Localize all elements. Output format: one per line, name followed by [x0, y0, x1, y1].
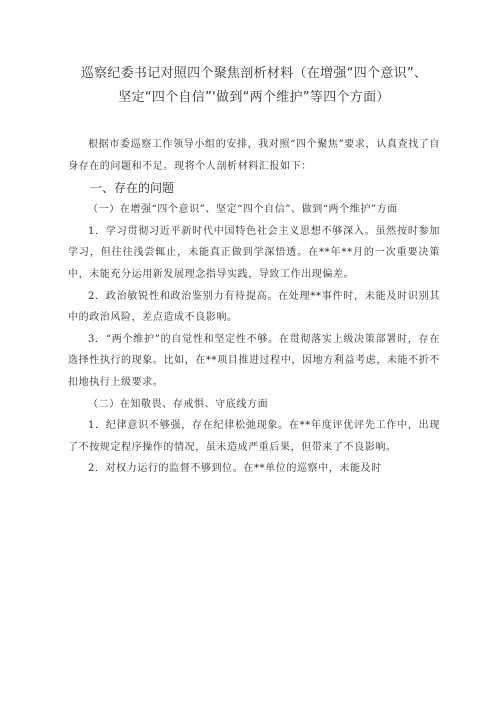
- title-line-1: 巡察纪委书记对照四个聚焦剖析材料（在增强“四个意识”、: [80, 66, 428, 81]
- list-item: 1．纪律意识不够强，存在纪律松弛现象。在**年度评优评先工作中，出现了不按规定程序操作的情况，虽未造成严重后果，但带来了不良影响。: [68, 420, 440, 453]
- intro-paragraph: 根据市委巡察工作领导小组的安排，我对照“四个聚焦”要求，认真查找了自身存在的问题和不足。现将个人剖析材料汇报如下：: [68, 139, 440, 172]
- subsection-heading-2: （二）在知敬畏、存戒惧、守底线方面: [88, 398, 269, 410]
- section-heading: 一、存在的问题: [90, 181, 175, 196]
- document-title: [68, 62, 440, 110]
- list-item: 1．学习贯彻习近平新时代中国特色社会主义思想不够深入。虽然按时参加学习，但往往浅尝辄止，未能真正做到学深悟透。在**年**月的一次重要决策中，未能充分运用新发展理念指导实践，导致工作出现偏差。: [68, 225, 440, 280]
- list-item: 2．对权力运行的监督不够到位。在**单位的巡察中，未能及时: [88, 463, 382, 475]
- list-item: 2．政治敏锐性和政治鉴别力有待提高。在处理**事件时，未能及时识别其中的政治风险，差点造成不良影响。: [68, 290, 440, 324]
- list-item: 3．“两个维护”的自觉性和坚定性不够。在贯彻落实上级决策部署时，存在选择性执行的现象。比如，在**项目推进过程中，因地方利益考虑，未能不折不扣地执行上级要求。: [68, 333, 440, 388]
- subsection-heading-1: （一）在增强“四个意识”、坚定“四个自信”、做到“两个维护”方面: [88, 204, 398, 216]
- title-line-2: 坚定“四个自信”'做到“两个维护”等四个方面）: [118, 90, 390, 105]
